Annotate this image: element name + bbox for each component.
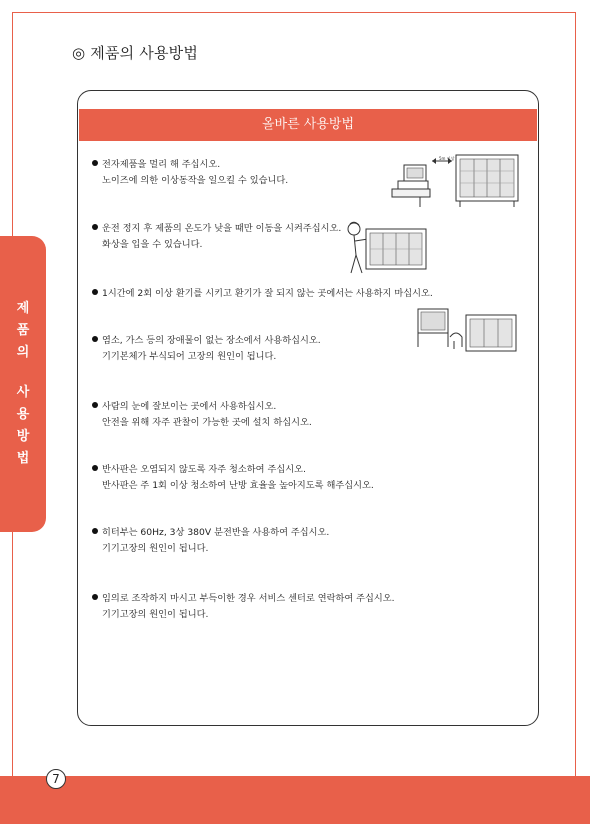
side-tab-char: 방 bbox=[16, 429, 30, 444]
instruction-line2: 화상을 입을 수 있습니다. bbox=[102, 239, 203, 250]
bullet-icon bbox=[92, 528, 98, 534]
instruction-line2: 기기본체가 부식되어 고장의 원인이 됩니다. bbox=[102, 351, 277, 362]
bullet-icon bbox=[92, 336, 98, 342]
instruction-line2: 반사판은 주 1회 이상 청소하여 난방 효율을 높아지도록 해주십시오. bbox=[102, 480, 374, 491]
bullet-icon bbox=[92, 160, 98, 166]
page-title: ◎ 제품의 사용방법 bbox=[72, 44, 199, 62]
instruction-line1: 반사판은 오염되지 않도록 자주 청소하여 주십시오. bbox=[102, 464, 306, 475]
instruction-item bbox=[92, 221, 341, 253]
instruction-item bbox=[92, 157, 288, 189]
side-tab-char: 사 bbox=[16, 385, 30, 400]
bullet-icon bbox=[92, 465, 98, 471]
distance-label: 5m 이상 bbox=[439, 156, 455, 161]
side-tab-char: 제 bbox=[16, 301, 30, 316]
computer-and-heater-illustration bbox=[390, 153, 520, 209]
side-tab-char: 품 bbox=[16, 323, 30, 338]
bullet-icon bbox=[92, 594, 98, 600]
instruction-item bbox=[92, 591, 395, 623]
bullet-icon bbox=[92, 402, 98, 408]
instruction-line1: 임의로 조작하지 마시고 부득이한 경우 서비스 센터로 연락하여 주십시오. bbox=[102, 593, 395, 604]
heater-and-animal-illustration bbox=[416, 307, 520, 357]
side-tab-char: 용 bbox=[16, 407, 30, 422]
usage-instructions-box bbox=[77, 90, 539, 726]
instruction-line1: 히터부는 60Hz, 3상 380V 분전반을 사용하여 주십시오. bbox=[102, 527, 330, 538]
instruction-line1: 1시간에 2회 이상 환기를 시키고 환기가 잘 되지 않는 곳에서는 사용하지 마십시오. bbox=[102, 288, 433, 299]
instruction-item bbox=[92, 462, 374, 494]
person-moving-heater-illustration bbox=[342, 221, 432, 277]
side-tab-char: 법 bbox=[16, 451, 30, 466]
instruction-item bbox=[92, 286, 433, 302]
bullet-icon bbox=[92, 289, 98, 295]
instruction-line1: 전자제품을 멀리 해 주십시오. bbox=[102, 159, 221, 170]
instruction-line2: 안전을 위해 자주 관찰이 가능한 곳에 설치 하십시오. bbox=[102, 417, 312, 428]
footer-band bbox=[0, 776, 590, 824]
instruction-line1: 운전 정지 후 제품의 온도가 낮을 때만 이동을 시켜주십시오. bbox=[102, 223, 342, 234]
instruction-line2: 노이즈에 의한 이상동작을 일으킬 수 있습니다. bbox=[102, 175, 289, 186]
page-number: 7 bbox=[46, 769, 66, 789]
instruction-line2: 기기고장의 원인이 됩니다. bbox=[102, 609, 209, 620]
instruction-line2: 기기고장의 원인이 됩니다. bbox=[102, 543, 209, 554]
section-header: 올바른 사용방법 bbox=[79, 109, 537, 141]
side-tab bbox=[0, 236, 46, 532]
side-tab-label bbox=[0, 298, 46, 470]
side-tab-char: 의 bbox=[16, 345, 30, 360]
bullet-icon bbox=[92, 224, 98, 230]
instruction-item bbox=[92, 333, 321, 365]
instruction-item bbox=[92, 525, 329, 557]
instruction-item bbox=[92, 399, 312, 431]
instruction-line1: 사람의 눈에 잘보이는 곳에서 사용하십시오. bbox=[102, 401, 277, 412]
instruction-line1: 염소, 가스 등의 장애물이 없는 장소에서 사용하십시오. bbox=[102, 335, 321, 346]
